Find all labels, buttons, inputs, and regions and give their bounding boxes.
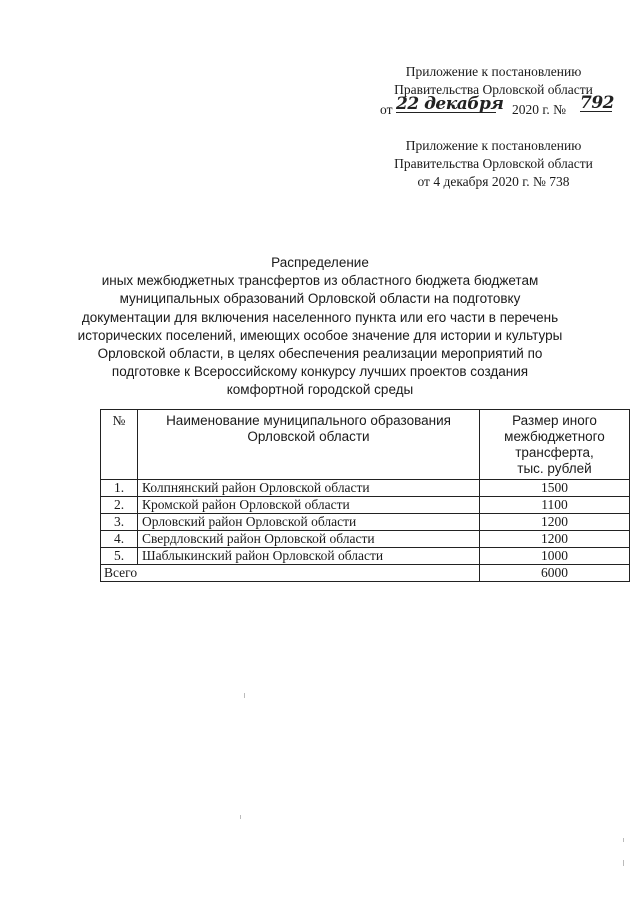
approval-previous-line3: от 4 декабря 2020 г. № 738 [417, 174, 570, 189]
scan-speck [240, 815, 241, 819]
row-name: Шаблыкинский район Орловской области [138, 548, 480, 565]
row-name: Кромской район Орловской области [138, 497, 480, 514]
approval-current-line1: Приложение к постановлению [405, 64, 582, 79]
title-line-1: Распределение [271, 255, 369, 270]
title-line-7: подготовке к Всероссийскому конкурсу лучших проектов создания [111, 364, 529, 380]
approval-current-middle: 2020 г. № [512, 102, 567, 117]
row-name: Колпнянский район Орловской области [138, 480, 480, 497]
table-row [101, 548, 630, 565]
header-amount [480, 410, 630, 480]
row-num: 1. [101, 480, 138, 497]
table-total-row [101, 565, 630, 582]
scan-speck [623, 838, 624, 842]
row-amount: 1100 [480, 497, 630, 514]
approval-current-number-handwritten: 792 [580, 93, 614, 113]
title-line-8: комфортной городской среды [226, 382, 414, 398]
row-amount: 1500 [480, 480, 630, 497]
row-num: 5. [101, 548, 138, 565]
row-name: Орловский район Орловской области [138, 514, 480, 531]
title-line-2: иных межбюджетных трансфертов из областного бюджета бюджетам [101, 273, 539, 289]
title-line-3: муниципальных образований Орловской области на подготовку [119, 291, 521, 307]
scan-speck [244, 693, 245, 698]
total-amount: 6000 [480, 565, 630, 582]
table-row [101, 531, 630, 548]
approval-current-date-handwritten: 22 декабря [396, 94, 504, 114]
title-line-6: Орловской области, в целях обеспечения реализации мероприятий по [97, 346, 543, 362]
table-row [101, 480, 630, 497]
approval-current-prefix: от [380, 102, 393, 117]
approval-previous-line2: Правительства Орловской области [394, 156, 593, 171]
approval-header-current [376, 63, 614, 119]
approval-previous-line1: Приложение к постановлению [405, 138, 582, 153]
header-amount-line1: Размер иного [512, 413, 597, 428]
header-name [138, 410, 480, 480]
row-num: 2. [101, 497, 138, 514]
approval-current-line2: Правительства Орловской области [394, 82, 593, 97]
document-title [60, 254, 580, 400]
title-line-5: исторических поселений, имеющих особое значение для истории и культуры [77, 327, 563, 343]
header-num: № [101, 410, 138, 480]
total-label: Всего [101, 565, 480, 582]
row-amount: 1200 [480, 514, 630, 531]
distribution-table [100, 409, 630, 582]
header-amount-line3: трансферта, [515, 445, 594, 460]
header-amount-line4: тыс. рублей [517, 461, 592, 476]
approval-current-date-line [376, 93, 614, 119]
row-num: 4. [101, 531, 138, 548]
table-row [101, 514, 630, 531]
row-amount: 1000 [480, 548, 630, 565]
header-name-line2: Орловской области [247, 429, 370, 444]
table-row [101, 497, 630, 514]
row-name: Свердловский район Орловской области [138, 531, 480, 548]
row-num: 3. [101, 514, 138, 531]
scan-speck [623, 860, 624, 866]
title-line-4: документации для включения населенного пункта или его части в перечень [81, 309, 559, 325]
table-header-row [101, 410, 630, 480]
approval-header-previous [376, 137, 611, 191]
header-amount-line2: межбюджетного [504, 429, 605, 444]
header-name-line1: Наименование муниципального образования [166, 413, 451, 428]
row-amount: 1200 [480, 531, 630, 548]
